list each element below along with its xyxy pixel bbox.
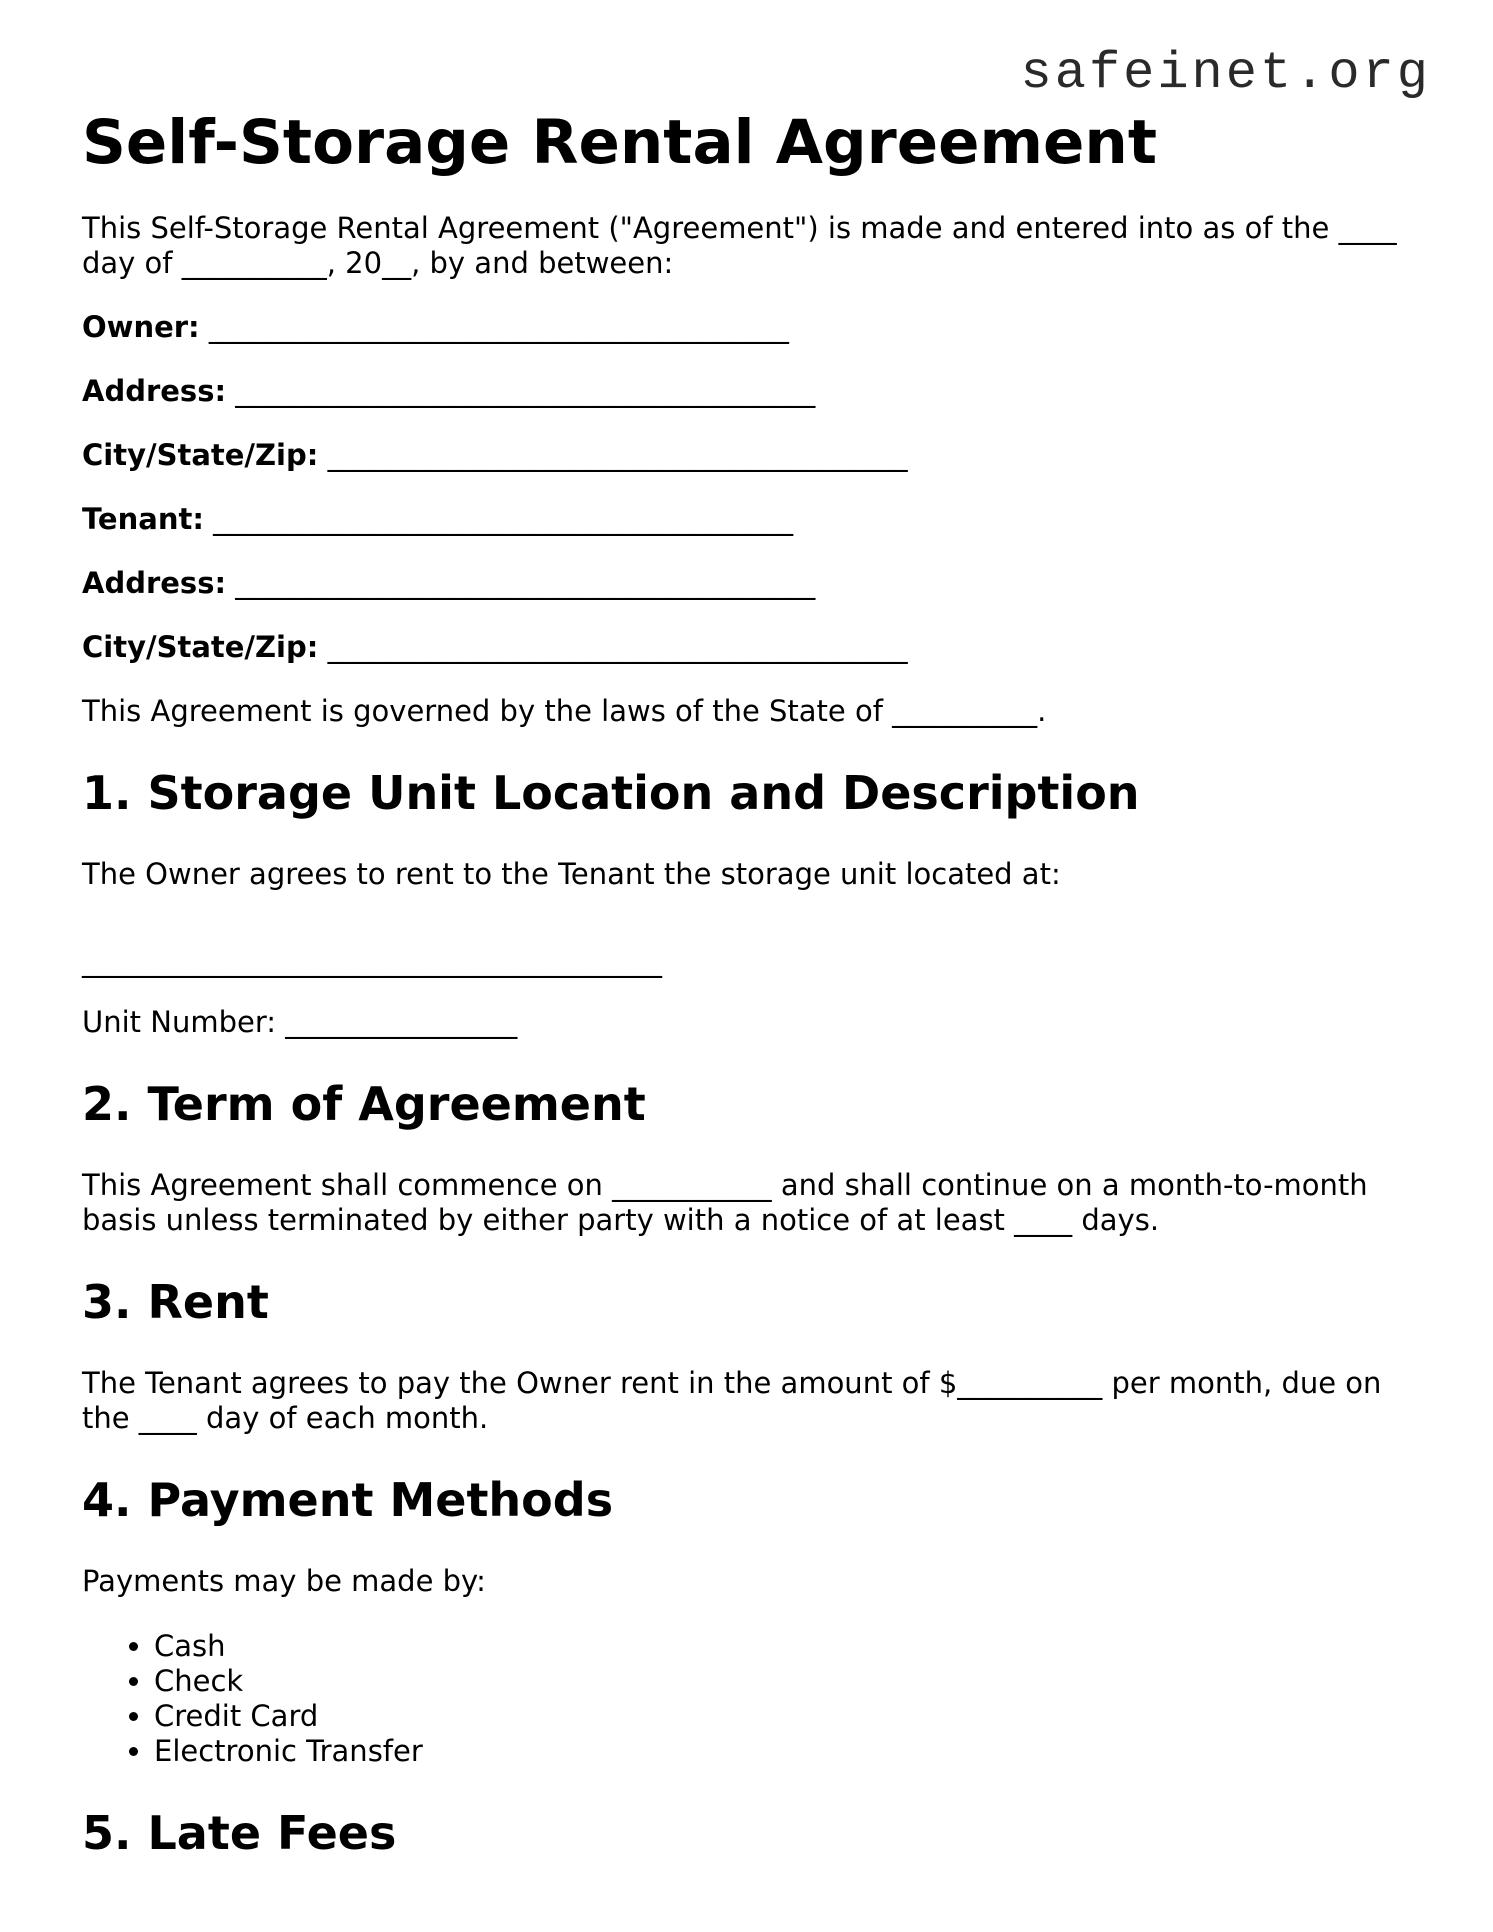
unit-number: Unit Number: ________________ (82, 1005, 518, 1040)
owner-city-field (82, 438, 1422, 473)
owner-city-blank: ________________________________________ (327, 438, 908, 473)
list-item: • Electronic Transfer (154, 1734, 1422, 1769)
owner-city-label: City/State/Zip: (82, 438, 319, 473)
section-1-text: The Owner agrees to rent to the Tenant the storage unit located at: (82, 857, 1061, 892)
payment-methods-list (82, 1629, 1422, 1769)
tenant-address-label: Address: (82, 566, 227, 601)
list-item: • Credit Card (154, 1699, 1422, 1734)
section-2-heading: 2. Term of Agreement (82, 1077, 646, 1132)
watermark-logo: safeinet.org (1020, 44, 1431, 103)
list-item: • Cash (154, 1629, 1422, 1664)
tenant-address-blank: ________________________________________ (235, 566, 816, 601)
list-item: • Check (154, 1664, 1422, 1699)
governing-law: This Agreement is governed by the laws of the State of __________. (82, 694, 1047, 729)
tenant-city-blank: ________________________________________ (327, 630, 908, 665)
tenant-blank: ________________________________________ (213, 502, 794, 537)
section-3-text: The Tenant agrees to pay the Owner rent in the amount of $__________ per month, due on the ____ day of each month. (82, 1366, 1382, 1436)
owner-address-blank: ________________________________________ (235, 374, 816, 409)
section-5-heading: 5. Late Fees (82, 1806, 397, 1861)
location-blank: ________________________________________ (82, 944, 662, 979)
tenant-address-field (82, 566, 1422, 601)
section-4-heading: 4. Payment Methods (82, 1473, 614, 1528)
owner-address-field (82, 374, 1422, 409)
tenant-label: Tenant: (82, 502, 204, 537)
owner-address-label: Address: (82, 374, 227, 409)
tenant-city-field (82, 630, 1422, 665)
owner-blank: ________________________________________ (208, 310, 789, 345)
section-1-heading: 1. Storage Unit Location and Description (82, 766, 1140, 821)
section-2-text: This Agreement shall commence on ___________ and shall continue on a month-to-month basis unless terminated by either party with a notice of at least ____ days. (82, 1168, 1368, 1238)
owner-field (82, 310, 1422, 345)
owner-label: Owner: (82, 310, 200, 345)
document-title: Self-Storage Rental Agreement (82, 107, 1157, 178)
section-3-heading: 3. Rent (82, 1275, 269, 1330)
tenant-city-label: City/State/Zip: (82, 630, 319, 665)
document-page (82, 108, 1422, 1861)
tenant-field (82, 502, 1422, 537)
intro-paragraph: This Self-Storage Rental Agreement ("Agreement") is made and entered into as of the ____ day of __________, 20__, by and between: (82, 211, 1397, 281)
section-4-text: Payments may be made by: (82, 1564, 486, 1599)
